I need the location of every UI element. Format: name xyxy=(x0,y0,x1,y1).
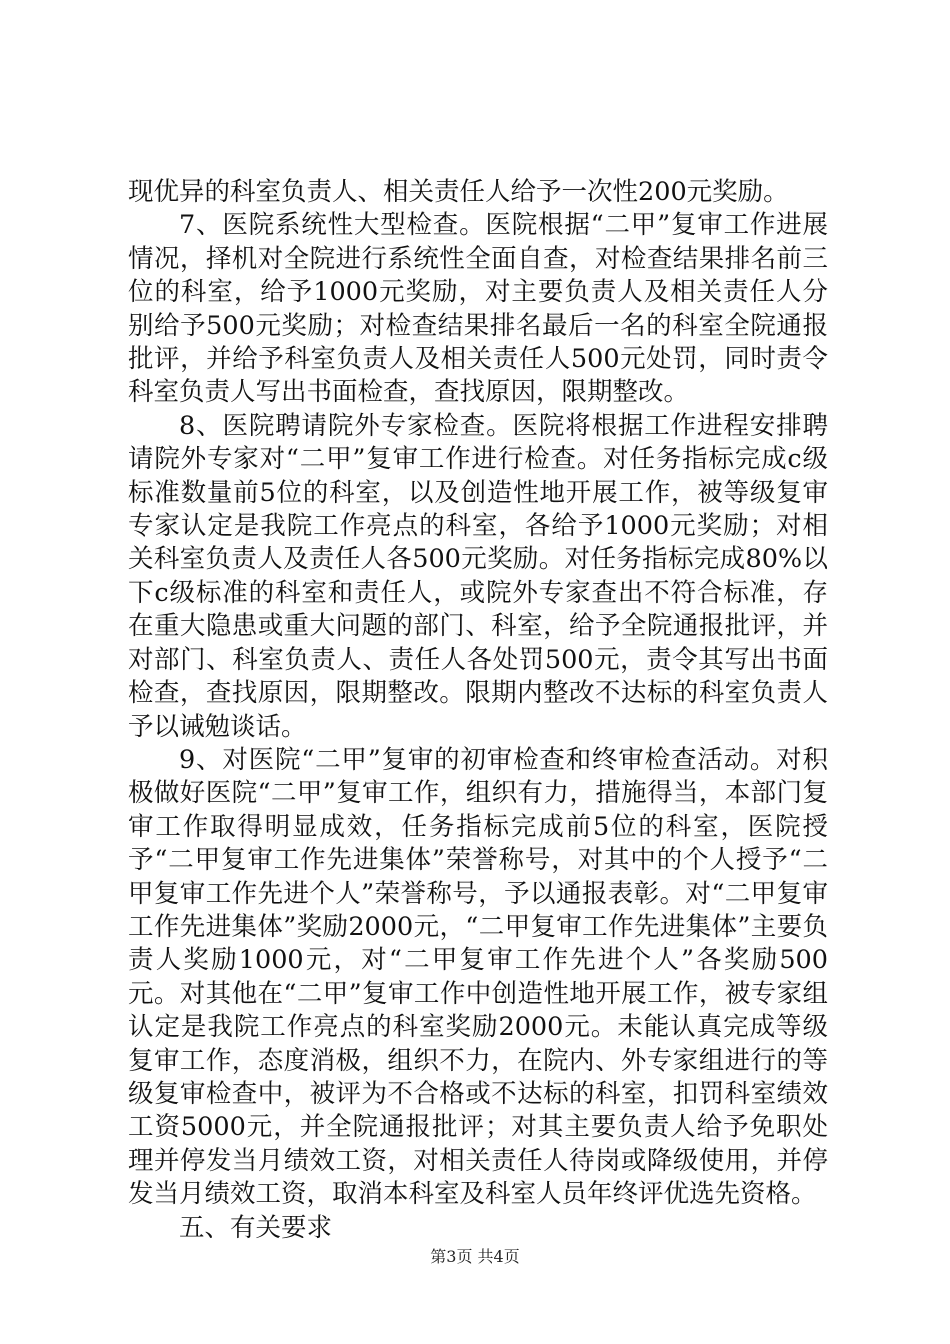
paragraph-item-7: 7、医院系统性大型检查。医院根据“二甲”复审工作进展情况，择机对全院进行系统性全面自查，对检查结果排名前三位的科室，给予1000元奖励，对主要负责人及相关责任人分别给予500元奖励；对检查结果排名最后一名的科室全院通报批评，并给予科室负责人及相关责任人500元处罚，同时责令科室负责人写出书面检查，查找原因，限期整改。 xyxy=(128,210,828,408)
page-footer: 第3页 共4页 xyxy=(430,1247,520,1266)
paragraph-continuation: 现优异的科室负责人、相关责任人给予一次性200元奖励。 xyxy=(128,177,789,207)
paragraph-item-8: 8、医院聘请院外专家检查。医院将根据工作进程安排聘请院外专家对“二甲”复审工作进行检查。对任务指标完成c级标准数量前5位的科室，以及创造性地开展工作，被等级复审专家认定是我院工作亮点的科室，各给予1000元奖励；对相关科室负责人及责任人各500元奖励。对任务指标完成80%以下c级标准的科室和责任人，或院外专家查出不符合标准，存在重大隐患或重大问题的部门、科室，给予全院通报批评，并对部门、科室负责人、责任人各处罚500元，责令其写出书面检查，查找原因，限期整改。限期内整改不达标的科室负责人予以诫勉谈话。 xyxy=(128,410,828,742)
document-body xyxy=(128,176,828,1245)
section-heading-requirements: 五、有关要求 xyxy=(179,1212,333,1243)
paragraph-item-9: 9、对医院“二甲”复审的初审检查和终审检查活动。对积极做好医院“二甲”复审工作，组织有力，措施得当，本部门复审工作取得明显成效，任务指标完成前5位的科室，医院授予“二甲复审工作先进集体”荣誉称号，对其中的个人授予“二甲复审工作先进个人”荣誉称号，予以通报表彰。对“二甲复审工作先进集体”奖励2000元，“二甲复审工作先进集体”主要负责人奖励1000元，对“二甲复审工作先进个人”各奖励500元。对其他在“二甲”复审工作中创造性地开展工作，被专家组认定是我院工作亮点的科室奖励2000元。未能认真完成等级复审工作，态度消极，组织不力，在院内、外专家组进行的等级复审检查中，被评为不合格或不达标的科室，扣罚科室绩效工资5000元，并全院通报批评；对其主要负责人给予免职处理并停发当月绩效工资，对相关责任人待岗或降级使用，并停发当月绩效工资，取消本科室及科室人员年终评优选先资格。 xyxy=(128,744,828,1210)
